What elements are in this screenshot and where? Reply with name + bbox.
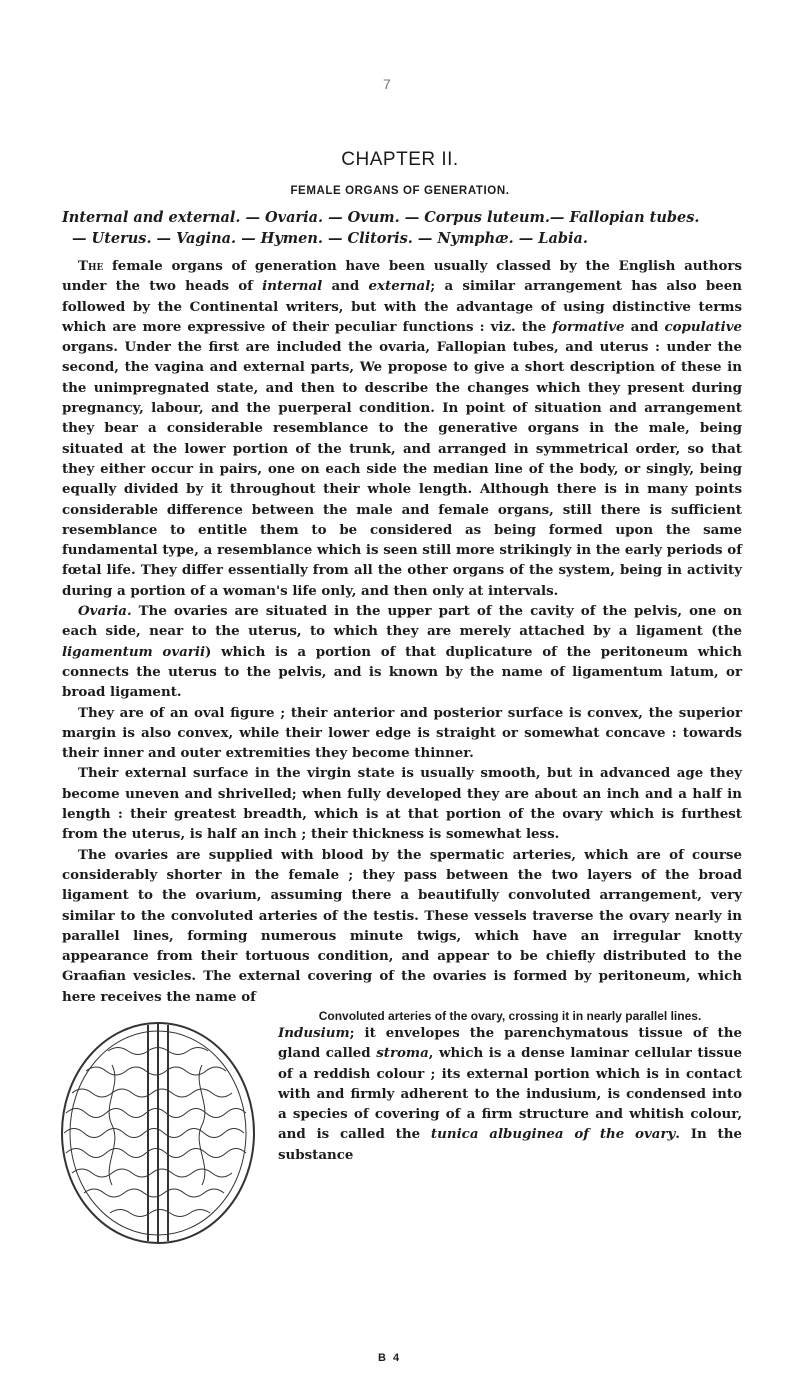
ovary-figure: [52, 1005, 266, 1295]
text-run: The ovaries are supplied with blood by the spermatic arteries, which are of course considerably shorter in the female ; they pass between the two layers of the broad ligament to the ovarium, assuming there a beautifully convoluted arrangement, very similar to the convoluted arteries of the testis. These vessels traverse the ovary nearly in parallel lines, forming numerous minute twigs, which have an irregular knotty appearance from their tortuous condition, and appear to be chiefly distributed to the Graafian vesicles. The external covering of the ovaries is formed by peritoneum, which here receives the name of: [62, 846, 742, 1005]
signature-mark: B 4: [378, 1352, 402, 1364]
body-text: [62, 256, 742, 1295]
text-run: and: [322, 278, 369, 295]
text-run: ; a similar arrangement has also been followed by the Continental writers, but with the advantage of using distinctive terms which are more expressive of their peculiar functions : viz. the: [62, 278, 742, 335]
drop-word: The: [78, 258, 104, 274]
chapter-contents: [62, 207, 742, 249]
paragraph-surface: Their external surface in the virgin state is usually smooth, but in advanced age they become uneven and shrivelled; when fully developed they are about an inch and a half in length : their greatest breadth, which is at that portion of the ovary which is furthest from the uterus, is half an inch ; their thickness is somewhat less.: [62, 765, 742, 843]
italic-term: stroma: [376, 1045, 429, 1062]
paragraph-shape: They are of an oval figure ; their anterior and posterior surface is convex, the superior margin is also convex, while their lower edge is straight or somewhat concave : towards their inner and outer extremities they become thinner.: [62, 704, 742, 762]
italic-term: formative: [552, 318, 625, 335]
section-subtitle: FEMALE ORGANS OF GENERATION.: [290, 185, 510, 197]
italic-term: tunica albuginea of the ovary: [430, 1126, 676, 1143]
text-run: The ovaries are situated in the upper part of the cavity of the pelvis, one on each side, near to the uterus, to which they are merely attached by a ligament (the: [62, 603, 742, 640]
page-number: 7: [383, 76, 391, 92]
contents-line-2: — Uterus. — Vagina. — Hymen. — Clitoris. — Nymphæ. — Labia.: [72, 230, 588, 247]
text-run: female organs of generation have been usually classed by the English authors under the two heads of: [62, 258, 742, 295]
text-run: and: [624, 318, 665, 335]
section-head-ovaria: Ovaria.: [78, 603, 132, 620]
text-run: ) which is a portion of that duplicature of the peritoneum which connects the uterus to the pelvis, and is known by the name of ligamentum latum, or broad ligament.: [62, 643, 742, 701]
paragraph-ovaria: [62, 601, 742, 702]
italic-term: ligamentum ovarii: [62, 643, 206, 660]
text-run: ; it envelopes the parenchymatous tissue of the gland called: [278, 1024, 742, 1062]
paragraph-blood-supply: [62, 845, 742, 1007]
italic-term: Indusium: [278, 1024, 350, 1041]
chapter-title: CHAPTER II.: [341, 149, 459, 170]
ovary-illustration: [52, 1005, 266, 1261]
text-run: , which is a dense laminar cellular tissue of a reddish colour ; its external portion which is in contact with and firmly adherent to the indusium, is condensed into a species of covering of a firm structure and whitish colour, and is called the: [278, 1045, 742, 1143]
paragraph-intro: [62, 256, 742, 601]
italic-term: copulative: [664, 318, 742, 335]
figure-caption: Convoluted arteries of the ovary, crossing it in nearly parallel lines.: [318, 1008, 702, 1023]
text-run: organs. Under the first are included the ovaria, Fallopian tubes, and uterus : under the second, the vagina and external parts, We propose to give a short description of these in the unimpregnated state, and then to describe the changes which they present during pregnancy, labour, and the puerperal condition. In point of situation and arrangement they bear a considerable resemblance to the generative organs in the male, being situated at the lower portion of the trunk, and arranged in symmetrical order, so that they either occur in pairs, one on each side the median line of the body, or singly, being equally divided by it throughout their whole length. Although there is in many points considerable difference between the male and female organs, still there is sufficient resemblance to entitle them to be considered as being formed upon the same fundamental type, a resemblance which is seen still more strikingly in the early periods of fœtal life. They differ essentially from all the other organs of the system, being in activity during a portion of a woman's life only, and then only at intervals.: [62, 339, 742, 599]
text-run: . In the substance: [278, 1126, 742, 1163]
italic-term: internal: [262, 278, 323, 295]
contents-line-1: Internal and external. — Ovaria. — Ovum. — Corpus luteum.— Fallopian tubes.: [62, 209, 700, 226]
italic-term: external: [368, 278, 431, 295]
